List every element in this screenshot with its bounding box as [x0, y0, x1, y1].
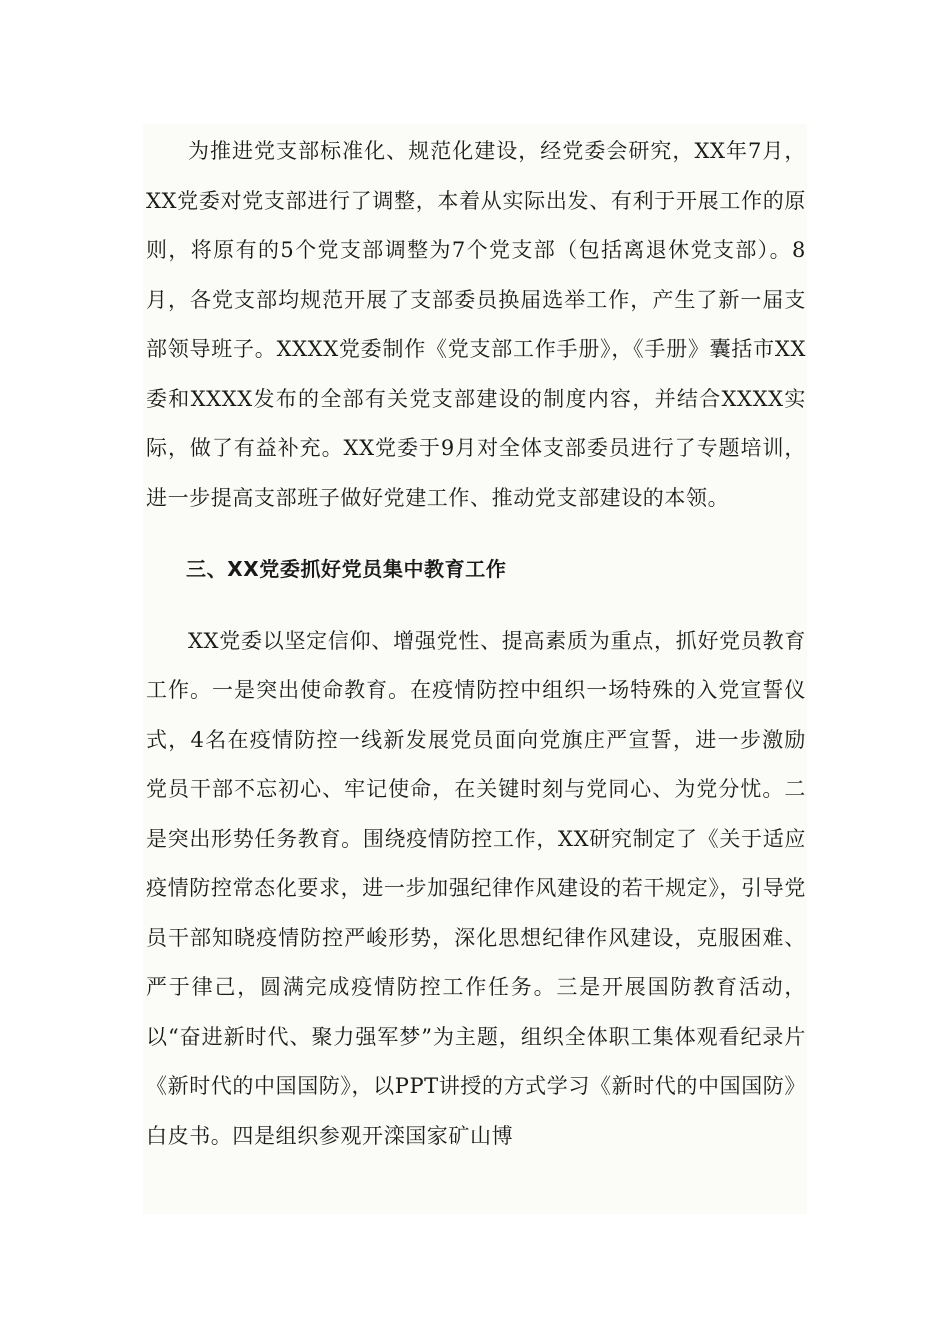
document-body	[146, 127, 806, 1161]
paragraph-party-education: XX党委以坚定信仰、增强党性、提高素质为重点，抓好党员教育工作。一是突出使命教育。在疫情防控中组织一场特殊的入党宣誓仪式，4名在疫情防控一线新发展党员面向党旗庄严宣誓，进一步激励党员干部不忘初心、牢记使命，在关键时刻与党同心、为党分忧。二是突出形势任务教育。围绕疫情防控工作，XX研究制定了《关于适应疫情防控常态化要求，进一步加强纪律作风建设的若干规定》，引导党员干部知晓疫情防控严峻形势，深化思想纪律作风建设，克服困难、严于律己，圆满完成疫情防控工作任务。三是开展国防教育活动，以“奋进新时代、聚力强军梦”为主题，组织全体职工集体观看纪录片《新时代的中国国防》，以PPT讲授的方式学习《新时代的中国国防》白皮书。四是组织参观开滦国家矿山博	[146, 628, 806, 1148]
paragraph-party-branch-adjustment: 为推进党支部标准化、规范化建设，经党委会研究，XX年7月，XX党委对党支部进行了调整，本着从实际出发、有利于开展工作的原则，将原有的5个党支部调整为7个党支部（包括离退休党支部）。8月，各党支部均规范开展了支部委员换届选举工作，产生了新一届支部领导班子。XXXX党委制作《党支部工作手册》，《手册》囊括市XX委和XXXX发布的全部有关党支部建设的制度内容，并结合XXXX实际，做了有益补充。XX党委于9月对全体支部委员进行了专题培训，进一步提高支部班子做好党建工作、推动党支部建设的本领。	[146, 139, 806, 510]
section-heading-3: 三、XX党委抓好党员集中教育工作	[186, 557, 507, 581]
